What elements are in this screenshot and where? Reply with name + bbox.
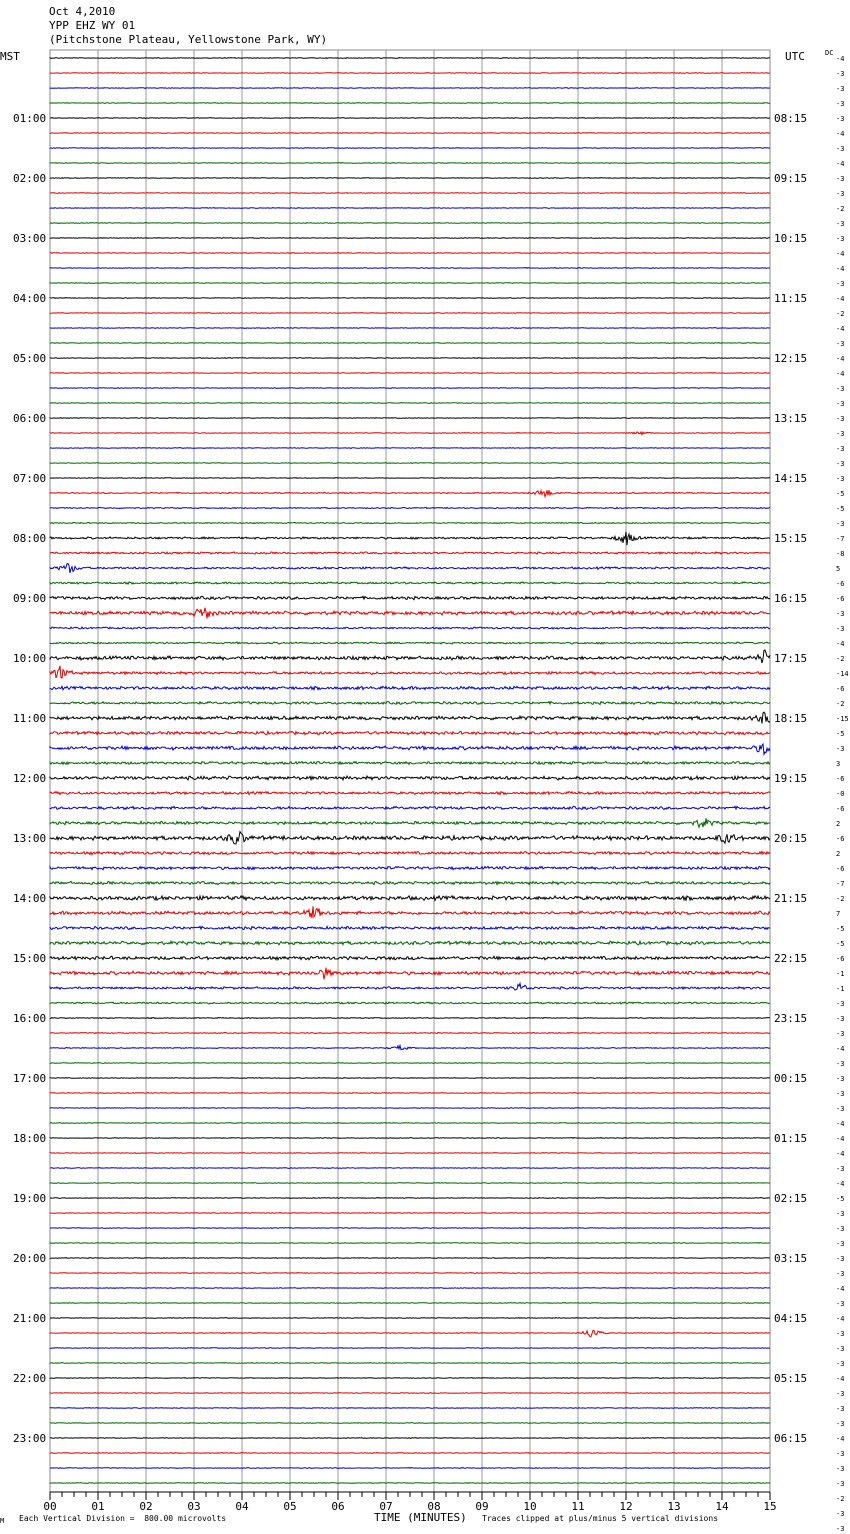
dc-offset-value: -15 <box>836 715 849 723</box>
dc-offset-value: -2 <box>836 655 845 663</box>
x-tick-label: 05 <box>283 1500 297 1513</box>
seismic-trace <box>50 650 770 663</box>
seismic-trace <box>50 1078 770 1079</box>
dc-offset-value: -4 <box>836 640 845 648</box>
seismic-trace <box>50 762 770 765</box>
dc-offset-value: -3 <box>836 385 845 393</box>
dc-offset-value: -3 <box>836 1360 845 1368</box>
right-hour-label: 00:15 <box>774 1072 808 1085</box>
seismic-trace <box>50 358 770 359</box>
right-hour-label: 23:15 <box>774 1012 808 1025</box>
seismic-trace <box>50 1093 770 1094</box>
seismic-trace <box>50 1168 770 1169</box>
dc-offset-value: -3 <box>836 280 845 288</box>
dc-offset-value: -1 <box>836 970 845 978</box>
dc-offset-value: -4 <box>836 1375 845 1383</box>
dc-offset-value: -3 <box>836 340 845 348</box>
seismic-trace <box>50 1288 770 1289</box>
seismic-trace <box>50 642 770 644</box>
right-hour-label: 17:15 <box>774 652 808 665</box>
x-axis-label: TIME (MINUTES) <box>374 1511 467 1524</box>
seismic-trace <box>50 1363 770 1364</box>
seismic-trace <box>50 103 770 104</box>
dc-offset-value: -6 <box>836 685 845 693</box>
left-hour-label: 12:00 <box>13 772 47 785</box>
left-hour-label: 17:00 <box>13 1072 47 1085</box>
seismic-trace <box>50 552 770 554</box>
dc-offset-value: -4 <box>836 1135 845 1143</box>
dc-offset-value: -2 <box>836 1495 845 1503</box>
dc-offset-value: -4 <box>836 1315 845 1323</box>
right-hour-label: 15:15 <box>774 532 808 545</box>
dc-offset-value: -4 <box>836 1120 845 1128</box>
right-timezone-label: UTC <box>785 50 805 63</box>
right-hour-label: 14:15 <box>774 472 808 485</box>
seismic-trace <box>50 313 770 314</box>
dc-offset-value: -5 <box>836 490 845 498</box>
right-hour-label: 10:15 <box>774 232 808 245</box>
seismic-trace <box>50 666 770 678</box>
dc-offset-value: -3 <box>836 460 845 468</box>
seismic-trace <box>50 448 770 449</box>
seismic-trace <box>50 1213 770 1214</box>
x-tick-label: 12 <box>619 1500 633 1513</box>
right-hour-label: 12:15 <box>774 352 808 365</box>
seismic-trace <box>50 490 770 496</box>
seismic-trace <box>50 507 770 508</box>
seismic-trace <box>50 852 770 855</box>
dc-offset-value: -5 <box>836 925 845 933</box>
seismic-trace <box>50 1423 770 1424</box>
dc-offset-value: -3 <box>836 1255 845 1263</box>
x-tick-label: 08 <box>427 1500 441 1513</box>
dc-offset-value: -6 <box>836 775 845 783</box>
left-hour-label: 01:00 <box>13 112 47 125</box>
seismic-trace <box>50 1138 770 1139</box>
dc-offset-value: -3 <box>836 745 845 753</box>
dc-offset-value: -4 <box>836 1150 845 1158</box>
left-hour-label: 23:00 <box>13 1432 47 1445</box>
left-hour-label: 06:00 <box>13 412 47 425</box>
dc-offset-value: -6 <box>836 580 845 588</box>
right-hour-label: 06:15 <box>774 1432 808 1445</box>
seismic-trace <box>50 744 770 754</box>
seismic-trace <box>50 806 770 809</box>
dc-offset-value: -3 <box>836 1225 845 1233</box>
dc-offset-value: -3 <box>836 1210 845 1218</box>
seismic-trace <box>50 163 770 164</box>
seismic-trace <box>50 1453 770 1454</box>
seismic-trace <box>50 1303 770 1304</box>
x-tick-label: 10 <box>523 1500 537 1513</box>
dc-offset-value: -4 <box>836 130 845 138</box>
dc-offset-value: -3 <box>836 190 845 198</box>
x-tick-label: 04 <box>235 1500 249 1513</box>
seismic-trace <box>50 582 770 584</box>
dc-offset-value: 5 <box>836 565 841 573</box>
x-tick-label: 02 <box>139 1500 153 1513</box>
dc-offset-value: -3 <box>836 610 845 618</box>
seismic-trace <box>50 1408 770 1409</box>
seismic-trace <box>50 463 770 464</box>
seismic-trace <box>50 298 770 299</box>
dc-offset-value: -3 <box>836 1300 845 1308</box>
dc-offset-value: -3 <box>836 1465 845 1473</box>
right-hour-label: 09:15 <box>774 172 808 185</box>
dc-offset-value: -3 <box>836 430 845 438</box>
seismic-trace <box>50 596 770 599</box>
seismic-trace <box>50 926 770 929</box>
seismic-trace <box>50 253 770 254</box>
right-hour-label: 01:15 <box>774 1132 808 1145</box>
x-tick-label: 13 <box>667 1500 681 1513</box>
dc-offset-value: -2 <box>836 205 845 213</box>
minute-grid <box>50 50 770 1492</box>
seismic-trace <box>50 283 770 284</box>
dc-offset-value: -3 <box>836 1015 845 1023</box>
seismic-trace <box>50 686 770 690</box>
dc-offset-value: -6 <box>836 865 845 873</box>
seismic-trace <box>50 832 770 844</box>
seismic-trace <box>50 627 770 629</box>
chart-location: (Pitchstone Plateau, Yellowstone Park, WY) <box>49 33 328 46</box>
x-tick-label: 03 <box>187 1500 201 1513</box>
x-tick-label: 14 <box>715 1500 729 1513</box>
dc-offset-value: -3 <box>836 115 845 123</box>
dc-offset-value: -3 <box>836 1240 845 1248</box>
left-hour-label: 15:00 <box>13 952 47 965</box>
left-hour-label: 03:00 <box>13 232 47 245</box>
dc-offset-value: -6 <box>836 805 845 813</box>
seismic-trace <box>50 702 770 705</box>
seismic-trace <box>50 1228 770 1229</box>
dc-offset-value: -3 <box>836 1390 845 1398</box>
dc-offset-value: -4 <box>836 1285 845 1293</box>
seismic-trace <box>50 343 770 344</box>
dc-offset-value: -3 <box>836 1510 845 1518</box>
seismic-trace <box>50 1002 770 1004</box>
seismic-trace <box>50 941 770 945</box>
corner-mark: M <box>0 1517 5 1525</box>
right-hour-label: 04:15 <box>774 1312 808 1325</box>
seismic-trace <box>50 478 770 479</box>
right-hour-label: 20:15 <box>774 832 808 845</box>
left-hour-label: 08:00 <box>13 532 47 545</box>
seismic-trace <box>50 1330 770 1336</box>
dc-offset-value: -3 <box>836 145 845 153</box>
dc-offset-value: -5 <box>836 940 845 948</box>
dc-offset-value: -3 <box>836 220 845 228</box>
dc-offset-value: -3 <box>836 415 845 423</box>
seismic-trace <box>50 1318 770 1319</box>
right-hour-label: 11:15 <box>774 292 808 305</box>
dc-offset-value: -4 <box>836 160 845 168</box>
seismic-trace <box>50 1468 770 1469</box>
dc-offset-value: -6 <box>836 595 845 603</box>
seismic-trace <box>50 373 770 374</box>
dc-offset-value: -4 <box>836 250 845 258</box>
seismic-trace <box>50 532 770 545</box>
dc-offset-value: -3 <box>836 1090 845 1098</box>
dc-offset-value: -8 <box>836 550 845 558</box>
left-hour-label: 05:00 <box>13 352 47 365</box>
chart-station: YPP EHZ WY 01 <box>49 19 136 32</box>
seismic-trace <box>50 866 770 869</box>
dc-offset-value: -3 <box>836 625 845 633</box>
dc-offset-value: -2 <box>836 310 845 318</box>
left-hour-label: 09:00 <box>13 592 47 605</box>
left-hour-label: 02:00 <box>13 172 47 185</box>
seismic-trace <box>50 1273 770 1274</box>
dc-offset-value: -3 <box>836 100 845 108</box>
right-hour-label: 02:15 <box>774 1192 808 1205</box>
x-tick-label: 09 <box>475 1500 489 1513</box>
right-hour-label: 05:15 <box>774 1372 808 1385</box>
seismic-trace <box>50 1243 770 1244</box>
dc-offset-value: -3 <box>836 1000 845 1008</box>
seismic-trace <box>50 1183 770 1184</box>
seismic-trace <box>50 956 770 960</box>
dc-offset-value: -3 <box>836 1420 845 1428</box>
dc-offset-value: -3 <box>836 1105 845 1113</box>
dc-offset-value: -2 <box>836 895 845 903</box>
dc-offset-value: 3 <box>836 760 841 768</box>
right-hour-label: 16:15 <box>774 592 808 605</box>
left-hour-label: 13:00 <box>13 832 47 845</box>
dc-offset-value: -3 <box>836 85 845 93</box>
dc-offset-value: -3 <box>836 1525 845 1533</box>
dc-offset-value: 7 <box>836 910 841 918</box>
seismic-trace <box>50 118 770 119</box>
dc-offset-value: 2 <box>836 820 841 828</box>
seismic-trace <box>50 712 770 723</box>
dc-offset-value: -3 <box>836 175 845 183</box>
seismic-trace <box>50 88 770 89</box>
dc-offset-value: -3 <box>836 1075 845 1083</box>
dc-offset-value: -5 <box>836 730 845 738</box>
left-hour-label: 19:00 <box>13 1192 47 1205</box>
dc-offset-value: -3 <box>836 1480 845 1488</box>
seismic-trace <box>50 1378 770 1379</box>
dc-offset-value: -3 <box>836 1345 845 1353</box>
seismic-trace <box>50 388 770 389</box>
dc-offset-value: -3 <box>836 1060 845 1068</box>
seismic-trace <box>50 983 770 990</box>
seismic-trace <box>50 238 770 239</box>
seismic-trace <box>50 148 770 149</box>
scale-note: Each Vertical Division = 800.00 microvolts <box>19 1514 227 1523</box>
right-hour-label: 18:15 <box>774 712 808 725</box>
dc-offset-value: -5 <box>836 1195 845 1203</box>
seismic-trace <box>50 432 770 435</box>
seismic-trace <box>50 1348 770 1349</box>
x-tick-label: 06 <box>331 1500 345 1513</box>
dc-offset-value: -4 <box>836 370 845 378</box>
dc-offset-value: -3 <box>836 475 845 483</box>
x-tick-label: 11 <box>571 1500 585 1513</box>
seismic-trace <box>50 1033 770 1034</box>
seismic-trace <box>50 608 770 619</box>
dc-offset-value: -3 <box>836 520 845 528</box>
seismic-trace <box>50 792 770 795</box>
left-hour-label: 14:00 <box>13 892 47 905</box>
seismic-trace <box>50 133 770 134</box>
seismic-trace <box>50 522 770 523</box>
right-hour-label: 21:15 <box>774 892 808 905</box>
time-axis <box>43 1492 776 1513</box>
dc-offset-value: -1 <box>836 985 845 993</box>
seismic-trace <box>50 1258 770 1259</box>
left-hour-label: 21:00 <box>13 1312 47 1325</box>
left-hour-label: 16:00 <box>13 1012 47 1025</box>
seismic-trace <box>50 776 770 780</box>
seismic-trace <box>50 193 770 194</box>
dc-offset-value: -2 <box>836 700 845 708</box>
dc-offset-value: -4 <box>836 325 845 333</box>
dc-offset-value: -7 <box>836 535 845 543</box>
x-tick-label: 00 <box>43 1500 57 1513</box>
seismic-trace <box>50 1123 770 1124</box>
seismic-trace <box>50 968 770 980</box>
dc-offset-value: -7 <box>836 880 845 888</box>
left-hour-label: 18:00 <box>13 1132 47 1145</box>
dc-offset-value: -4 <box>836 1180 845 1188</box>
dc-offset-value: -3 <box>836 1270 845 1278</box>
seismic-trace <box>50 418 770 419</box>
dc-offset-value: -6 <box>836 955 845 963</box>
dc-offset-value: -3 <box>836 400 845 408</box>
chart-date: Oct 4,2010 <box>49 5 116 18</box>
dc-offset-value: -3 <box>836 1450 845 1458</box>
x-tick-label: 15 <box>763 1500 777 1513</box>
dc-offset-value: -3 <box>836 1165 845 1173</box>
seismic-trace <box>50 896 770 901</box>
x-tick-label: 01 <box>91 1500 105 1513</box>
left-hour-label: 20:00 <box>13 1252 47 1265</box>
left-hour-label: 22:00 <box>13 1372 47 1385</box>
right-hour-label: 22:15 <box>774 952 808 965</box>
right-hour-label: 19:15 <box>774 772 808 785</box>
left-hour-label: 04:00 <box>13 292 47 305</box>
dc-offset-value: -14 <box>836 670 849 678</box>
seismic-trace <box>50 1153 770 1154</box>
dc-offset-value: -4 <box>836 1435 845 1443</box>
seismic-trace <box>50 1046 770 1050</box>
seismic-trace <box>50 906 770 918</box>
dc-offset-header: DC <box>825 49 834 57</box>
dc-offset-value: -4 <box>836 355 845 363</box>
plot-frame <box>50 50 770 1492</box>
seismic-trace <box>50 1438 770 1439</box>
seismic-trace <box>50 1393 770 1394</box>
clip-note: Traces clipped at plus/minus 5 vertical divisions <box>482 1514 719 1523</box>
row-labels <box>13 55 849 1534</box>
seismic-trace <box>50 223 770 224</box>
seismic-trace <box>50 1483 770 1484</box>
seismic-trace <box>50 818 770 827</box>
right-hour-label: 13:15 <box>774 412 808 425</box>
seismic-trace <box>50 178 770 179</box>
seismic-trace <box>50 1018 770 1019</box>
dc-offset-value: -4 <box>836 1045 845 1053</box>
right-hour-label: 03:15 <box>774 1252 808 1265</box>
seismic-trace <box>50 881 770 884</box>
left-hour-label: 10:00 <box>13 652 47 665</box>
seismic-trace <box>50 403 770 404</box>
dc-offset-value: -3 <box>836 445 845 453</box>
dc-offset-value: -3 <box>836 1030 845 1038</box>
left-hour-label: 07:00 <box>13 472 47 485</box>
seismic-trace <box>50 1063 770 1064</box>
dc-offset-value: -6 <box>836 835 845 843</box>
dc-offset-value: -5 <box>836 505 845 513</box>
dc-offset-value: -3 <box>836 235 845 243</box>
seismic-trace <box>50 1108 770 1109</box>
seismic-trace <box>50 58 770 59</box>
seismic-trace <box>50 1198 770 1199</box>
seismic-trace <box>50 731 770 734</box>
trace-group <box>50 58 770 1534</box>
seismic-trace <box>50 268 770 269</box>
dc-offset-value: -4 <box>836 295 845 303</box>
dc-offset-value: -3 <box>836 1405 845 1413</box>
dc-offset-value: 2 <box>836 850 841 858</box>
dc-offset-value: -4 <box>836 265 845 273</box>
seismic-trace <box>50 564 770 573</box>
seismic-trace <box>50 328 770 329</box>
x-tick-label: 07 <box>379 1500 393 1513</box>
right-hour-label: 08:15 <box>774 112 808 125</box>
left-hour-label: 11:00 <box>13 712 47 725</box>
dc-offset-value: -3 <box>836 1330 845 1338</box>
left-timezone-label: MST <box>0 50 20 63</box>
dc-offset-value: -0 <box>836 790 845 798</box>
seismic-trace <box>50 73 770 74</box>
dc-offset-value: -3 <box>836 70 845 78</box>
seismic-trace <box>50 208 770 209</box>
dc-offset-value: -4 <box>836 55 845 63</box>
